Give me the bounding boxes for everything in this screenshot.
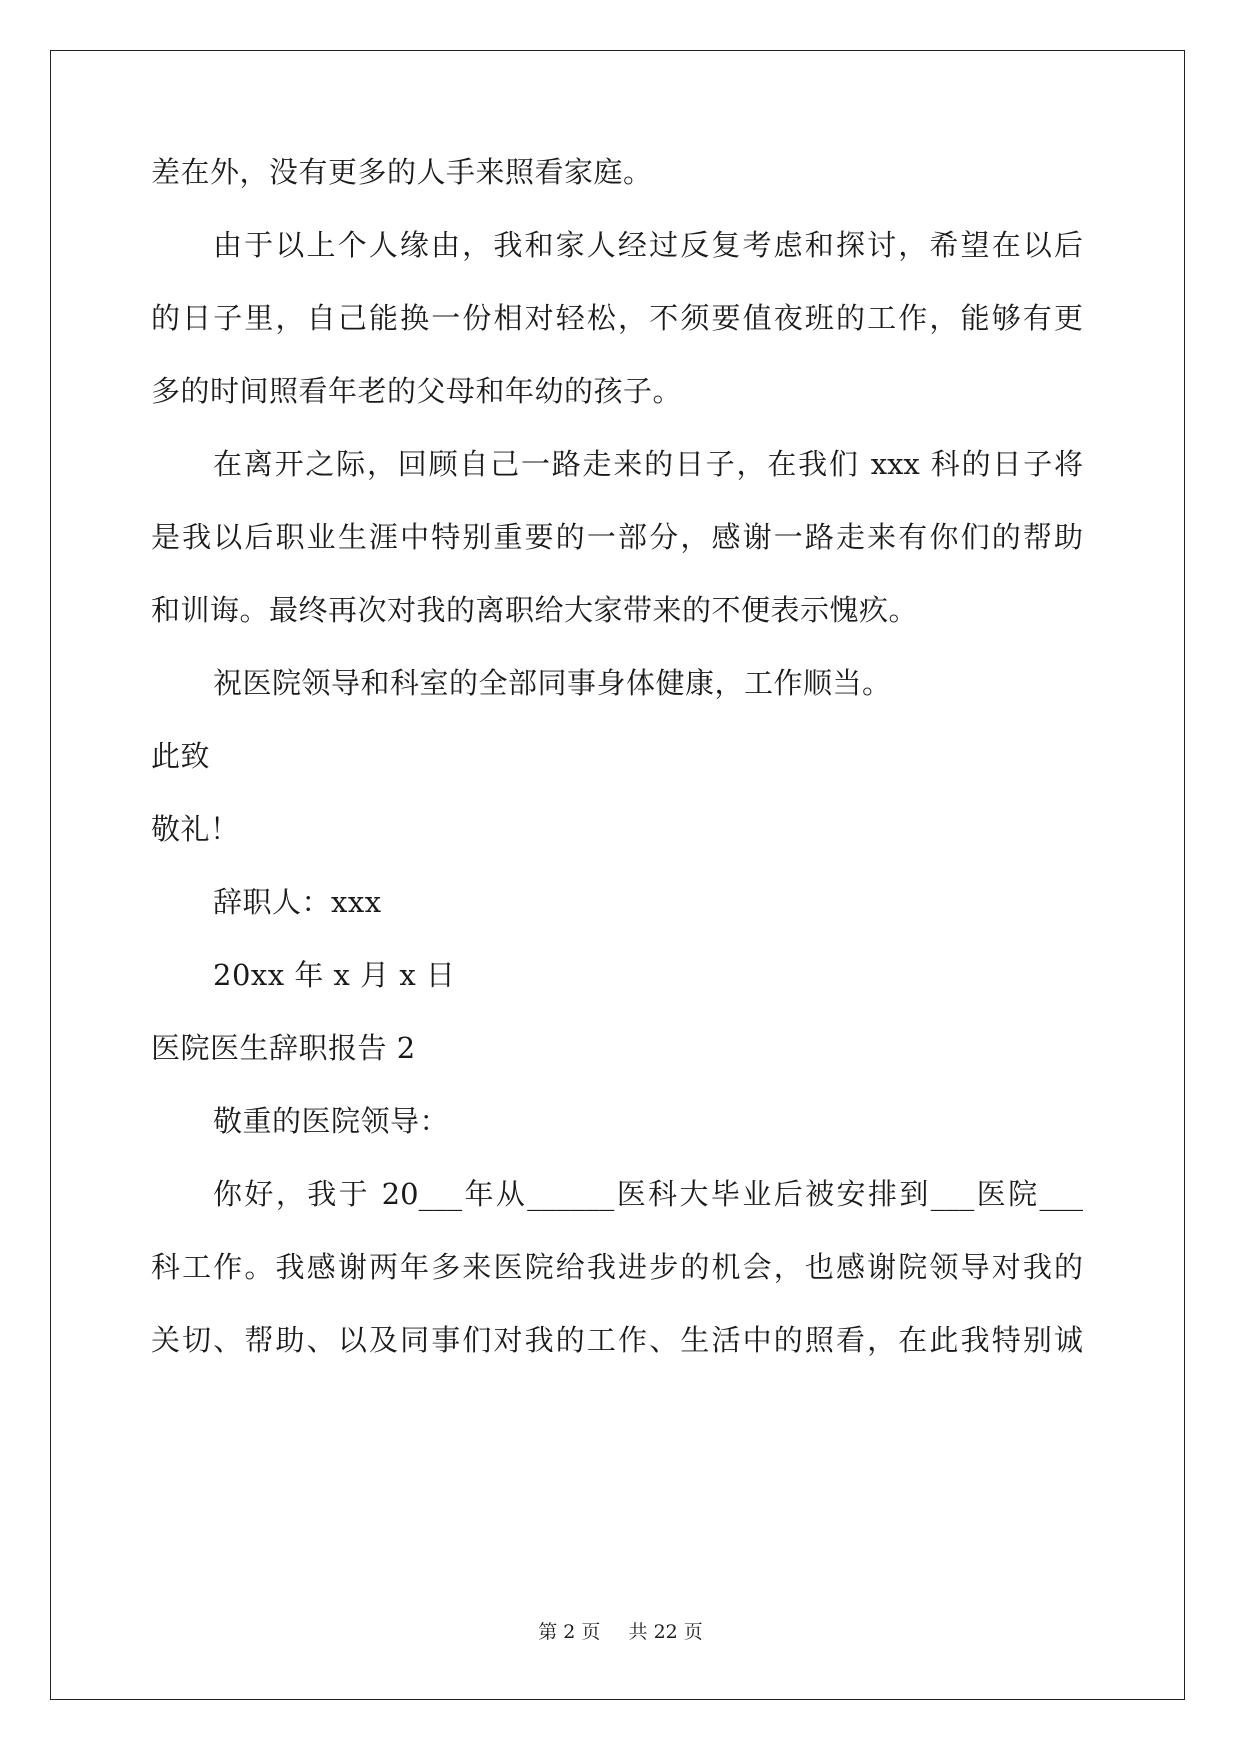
- body-line-2: 由于以上个人缘由，我和家人经过反复考虑和探讨，希望在以后: [213, 228, 1083, 262]
- body-line-5: 在离开之际，回顾自己一路走来的日子，在我们 xxx 科的日子将: [213, 447, 1083, 481]
- body-line-16: 科工作。我感谢两年多来医院给我进步的机会，也感谢院领导对我的: [151, 1250, 1083, 1284]
- page-footer: [0, 1619, 1241, 1645]
- body-line-15: 你好，我于 20___年从______医科大毕业后被安排到___医院___: [213, 1177, 1083, 1211]
- body-line-8: 祝医院领导和科室的全部同事身体健康，工作顺当。: [213, 666, 892, 700]
- closing-regards: 敬礼！: [151, 812, 240, 846]
- signature-name: 辞职人：xxx: [213, 885, 382, 919]
- body-line-3: 的日子里，自己能换一份相对轻松，不须要值夜班的工作，能够有更: [151, 301, 1083, 335]
- closing-salutation: 此致: [151, 739, 211, 773]
- signature-date: 20xx 年 x 月 x 日: [213, 958, 456, 992]
- body-line-4: 多的时间照看年老的父母和年幼的孩子。: [151, 374, 683, 408]
- body-line-17: 关切、帮助、以及同事们对我的工作、生活中的照看，在此我特别诚: [151, 1323, 1083, 1357]
- body-line-1: 差在外，没有更多的人手来照看家庭。: [151, 155, 653, 189]
- section-title: 医院医生辞职报告 2: [151, 1031, 416, 1065]
- body-line-6: 是我以后职业生涯中特别重要的一部分，感谢一路走来有你们的帮助: [151, 520, 1083, 554]
- page-number: 第 2 页: [538, 1621, 601, 1643]
- letter-salutation: 敬重的医院领导：: [213, 1104, 450, 1138]
- page-total: 共 22 页: [628, 1621, 703, 1643]
- body-line-7: 和训诲。最终再次对我的离职给大家带来的不便表示愧疚。: [151, 593, 919, 627]
